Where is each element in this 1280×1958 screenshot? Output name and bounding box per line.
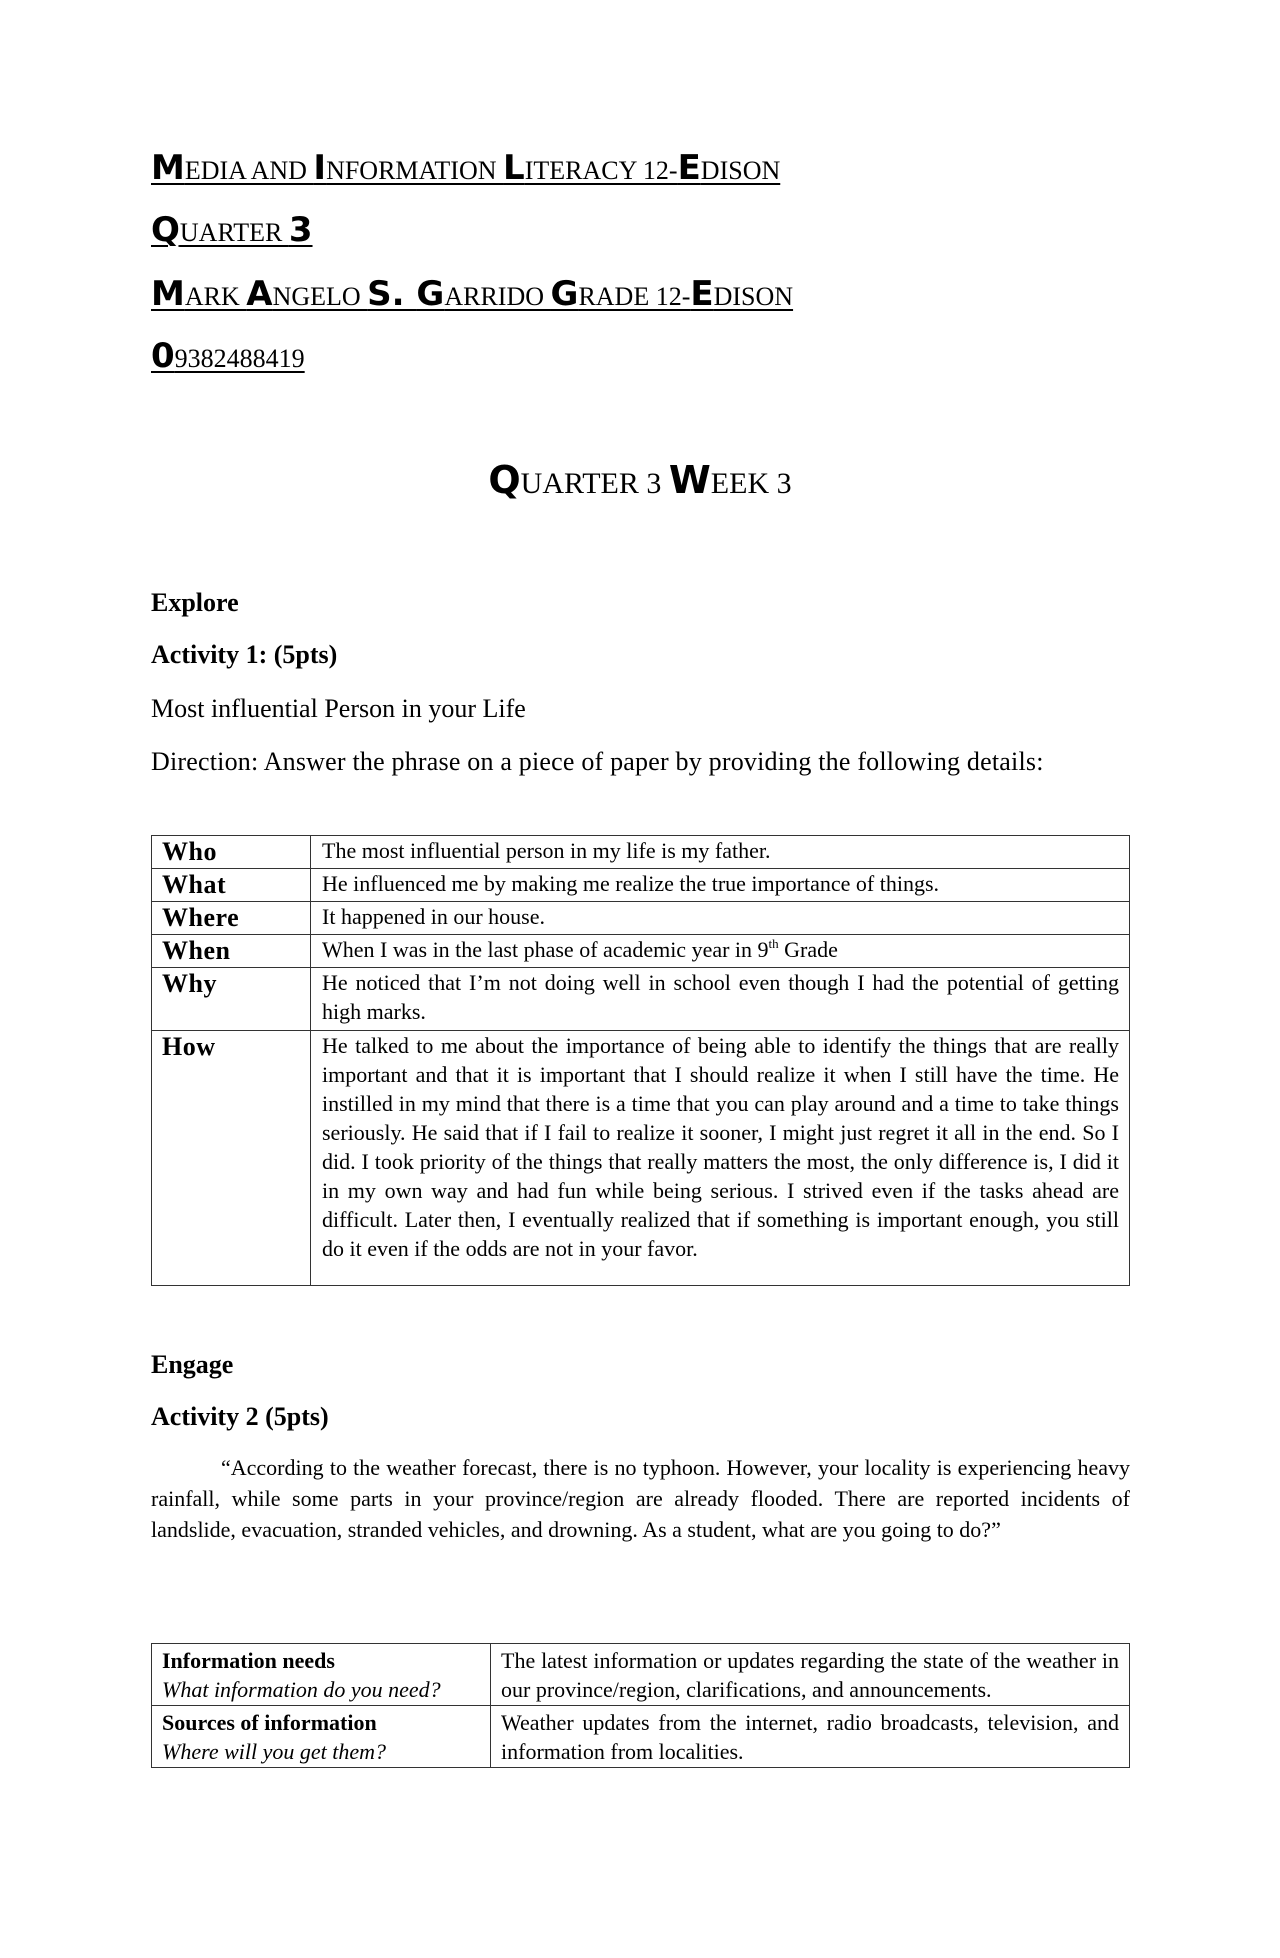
name-initial: S. [367, 274, 417, 314]
when-text-end: Grade [778, 937, 838, 962]
table-row [152, 869, 1130, 902]
name-initial: G [416, 274, 445, 314]
phone-rest: 9382488419 [174, 344, 305, 373]
info-needs-label: Information needs [162, 1648, 335, 1673]
section-heading-engage: Engage [151, 1350, 234, 1379]
row-value-where: It happened in our house. [311, 902, 1130, 935]
week-title-text: EEK 3 [710, 467, 792, 500]
info-needs-answer: The latest information or updates regarding the state of the weather in our province/region, clarifications, and announcements. [501, 1648, 1119, 1702]
quarter-text: UARTER [179, 218, 289, 247]
student-name-grade [151, 274, 793, 314]
when-text: When I was in the last phase of academic year in 9 [322, 937, 769, 962]
name-initial: A [246, 274, 273, 314]
row-key-what: What [152, 869, 311, 902]
row-value-when [311, 935, 1130, 968]
week-title-initial: Q [488, 458, 521, 502]
row-value-how: He talked to me about the importance of being able to identify the things that are really important and that it is important that I should realize it when I still have the time. He instilled in my mind that there is a time that you can play around and a time to take things seriously. He said that if I fail to realize it sooner, I might just regret it all in the end. So I did. I took priority of the things that really matters the most, the only difference is, I did it in my own way and had fun while being serious. I strived even if the tasks ahead are difficult. Later then, I eventually realized that if something is important enough, you still do it even if the odds are not in your favor. [311, 1031, 1130, 1286]
row-key-who: Who [152, 836, 311, 869]
table-row [152, 1644, 1130, 1706]
name-text: ARK [184, 282, 247, 311]
course-title-initial: L [503, 148, 525, 188]
information-needs-table [151, 1643, 1130, 1768]
table-row [152, 1706, 1130, 1768]
row-value-what: He influenced me by making me realize the true importance of things. [311, 869, 1130, 902]
phone-first-digit: 0 [151, 336, 175, 376]
name-text: ARRIDO [444, 282, 551, 311]
row-key-how: How [152, 1031, 311, 1286]
table-row [152, 836, 1130, 869]
week-title-text: UARTER 3 [520, 467, 669, 500]
week-title-initial: W [668, 458, 711, 502]
course-title-text: ITERACY 12- [524, 156, 678, 185]
sources-answer-cell [491, 1706, 1130, 1768]
table-row [152, 902, 1130, 935]
name-initial: M [151, 274, 185, 314]
row-key-why: Why [152, 968, 311, 1031]
course-title [151, 148, 780, 188]
course-title-initial: E [677, 148, 701, 188]
row-value-who: The most influential person in my life is my father. [311, 836, 1130, 869]
activity-2-scenario: “According to the weather forecast, there is no typhoon. However, your locality is experiencing heavy rainfall, while some parts in your province/region are already flooded. There are reported incidents of landslide, evacuation, stranded vehicles, and drowning. As a student, what are you going to do?” [151, 1455, 1130, 1542]
table-row [152, 935, 1130, 968]
activity-2-heading: Activity 2 (5pts) [151, 1402, 329, 1431]
course-title-initial: M [151, 148, 185, 188]
quarter-label [151, 210, 313, 250]
course-title-initial: I [313, 148, 327, 188]
sources-cell [152, 1706, 491, 1768]
ordinal-suffix: th [768, 936, 779, 951]
table-row [152, 968, 1130, 1031]
table-row [152, 1031, 1130, 1286]
grade-text: RADE 12- [578, 282, 691, 311]
course-title-text: EDIA AND [184, 156, 314, 185]
info-needs-cell [152, 1644, 491, 1706]
sources-answer: Weather updates from the internet, radio broadcasts, television, and information from localities. [501, 1710, 1119, 1764]
course-title-text: NFORMATION [326, 156, 504, 185]
sources-label: Sources of information [162, 1710, 377, 1735]
quarter-initial: Q [151, 210, 180, 250]
section-heading-explore: Explore [151, 588, 239, 617]
phone-number [151, 336, 305, 376]
activity-1-heading: Activity 1: (5pts) [151, 640, 338, 669]
week-title [0, 458, 1280, 502]
grade-initial: G [550, 274, 579, 314]
course-title-text: DISON [700, 156, 781, 185]
activity-1-topic: Most influential Person in your Life [151, 694, 526, 723]
sources-question: Where will you get them? [162, 1739, 387, 1764]
section-text: DISON [713, 282, 794, 311]
row-key-where: Where [152, 902, 311, 935]
name-text: NGELO [272, 282, 368, 311]
quarter-number: 3 [288, 210, 313, 250]
row-value-why: He noticed that I’m not doing well in school even though I had the potential of getting high marks. [311, 968, 1130, 1031]
info-needs-answer-cell [491, 1644, 1130, 1706]
info-needs-question: What information do you need? [162, 1677, 441, 1702]
activity-1-direction: Direction: Answer the phrase on a piece of paper by providing the following details: [151, 747, 1044, 776]
section-initial: E [690, 274, 714, 314]
influential-person-table [151, 835, 1130, 1286]
row-key-when: When [152, 935, 311, 968]
